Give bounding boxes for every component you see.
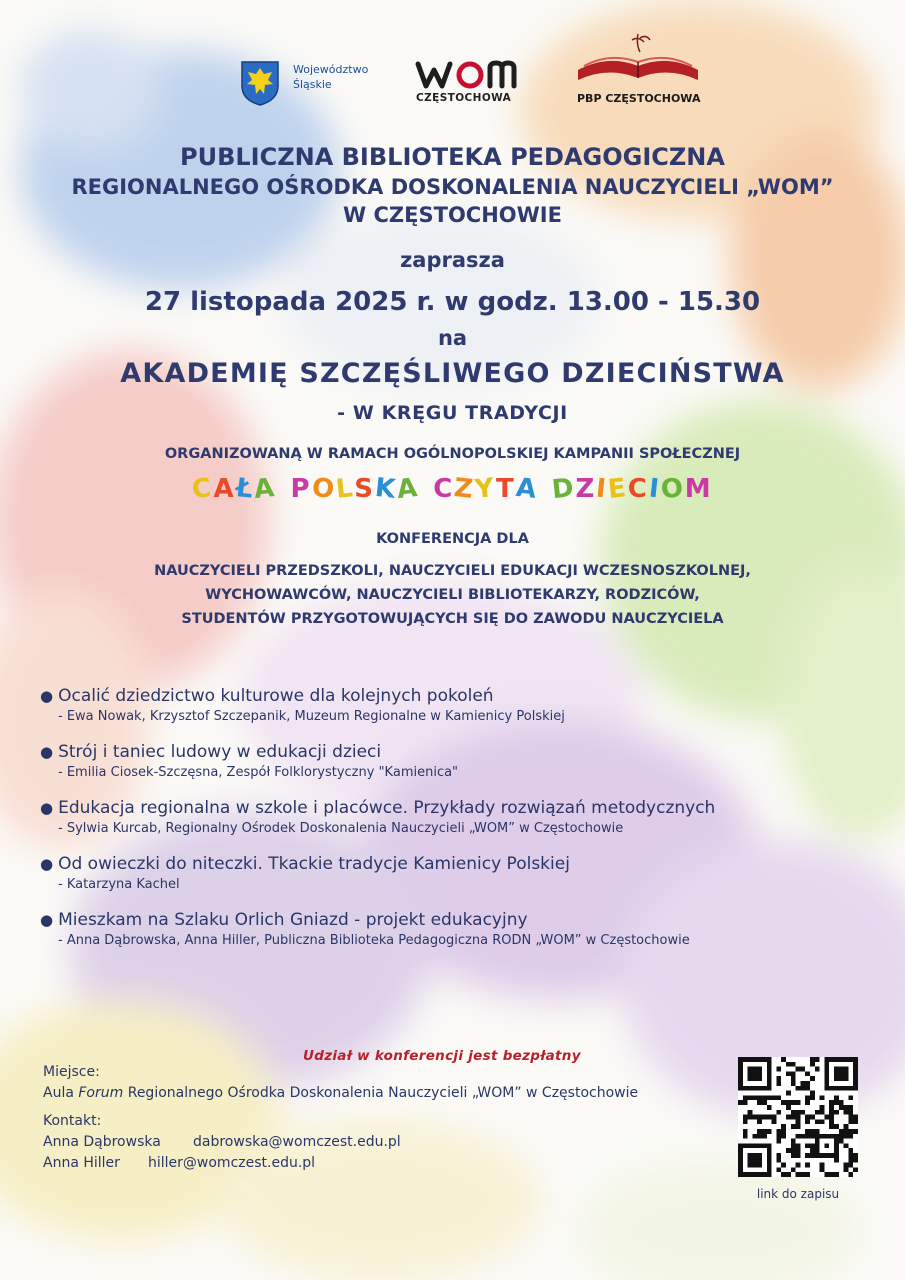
program-author: - Ewa Nowak, Krzysztof Szczepanik, Muzeum Regionalne w Kamienicy Polskiej: [58, 709, 565, 724]
program-author: - Emilia Ciosek-Szczęsna, Zespół Folklorystyczny "Kamienica": [58, 765, 459, 780]
contact-email-link[interactable]: hiller@womczest.edu.pl: [148, 1155, 316, 1171]
header-line1: PUBLICZNA BIBLIOTEKA PEDAGOGICZNA: [180, 143, 725, 171]
registration-qr-code[interactable]: [738, 1057, 858, 1177]
place-forum: Forum: [78, 1085, 124, 1101]
contact-section: [43, 1111, 401, 1174]
contact-name: Anna Dąbrowska: [43, 1134, 161, 1150]
place-value: [43, 1083, 638, 1104]
event-subtitle: - W KRĘGU TRADYCJI: [337, 402, 568, 424]
place-section: [43, 1062, 638, 1104]
program-item: [40, 797, 880, 839]
program-title: Edukacja regionalna w szkole i placówce. Przykłady rozwiązań metodycznych: [58, 798, 716, 818]
bullet-icon: ●: [40, 855, 54, 873]
campaign-logo-text: CAŁA POLSKA CZYTA DZIECIOM: [190, 472, 713, 506]
contact-name: Anna Hiller: [43, 1155, 120, 1171]
pbp-logo-label: PBP CZĘSTOCHOWA: [577, 92, 701, 105]
bullet-icon: ●: [40, 911, 54, 929]
program-title: Od owieczki do niteczki. Tkackie tradycje Kamienicy Polskiej: [58, 854, 570, 874]
contact-row: [43, 1153, 401, 1174]
wom-logo: [414, 56, 528, 94]
conference-line3: WYCHOWAWCÓW, NAUCZYCIELI BIBLIOTEKARZY, RODZICÓW,: [205, 587, 700, 603]
na-text: na: [437, 326, 468, 350]
event-date: 27 listopada 2025 r. w godz. 13.00 - 15.30: [144, 287, 761, 317]
wojewodztwo-line2: Śląskie: [293, 78, 332, 91]
program-item: [40, 853, 880, 895]
conference-audience: [0, 527, 905, 631]
organized-text: ORGANIZOWANĄ W RAMACH OGÓLNOPOLSKIEJ KAMPANII SPOŁECZNEJ: [164, 446, 741, 462]
conference-line2: NAUCZYCIELI PRZEDSZKOLI, NAUCZYCIELI EDUKACJI WCZESNOSZKOLNEJ,: [154, 563, 751, 579]
wojewodztwo-logo-text: [293, 62, 368, 92]
header-line3: W CZĘSTOCHOWIE: [343, 203, 562, 227]
program-item: [40, 909, 880, 951]
qr-code-label: link do zapisu: [756, 1187, 840, 1201]
pbp-open-book-logo: [574, 30, 702, 92]
silesia-coat-of-arms-icon: [240, 60, 280, 106]
bullet-icon: ●: [40, 743, 54, 761]
program-title: Ocalić dziedzictwo kulturowe dla kolejnych pokoleń: [58, 686, 494, 706]
program-title: Strój i taniec ludowy w edukacji dzieci: [58, 742, 382, 762]
program-author: - Anna Dąbrowska, Anna Hiller, Publiczna Biblioteka Pedagogiczna RODN „WOM” w Częstochowie: [58, 933, 690, 948]
contact-label: Kontakt:: [43, 1113, 102, 1129]
program-author: - Sylwia Kurcab, Regionalny Ośrodek Doskonalenia Nauczycieli „WOM” w Częstochowie: [58, 821, 624, 836]
place-suffix: Regionalnego Ośrodka Doskonalenia Nauczycieli „WOM” w Częstochowie: [123, 1085, 639, 1101]
program-list: [40, 685, 880, 965]
program-item: [40, 685, 880, 727]
invite-text: zaprasza: [400, 248, 505, 272]
program-item: [40, 741, 880, 783]
contact-email-link[interactable]: dabrowska@womczest.edu.pl: [193, 1134, 401, 1150]
program-title: Mieszkam na Szlaku Orlich Gniazd - projekt edukacyjny: [58, 910, 528, 930]
contact-row: [43, 1132, 401, 1153]
bullet-icon: ●: [40, 799, 54, 817]
wom-logo-city: CZĘSTOCHOWA: [416, 92, 512, 104]
conference-line4: STUDENTÓW PRZYGOTOWUJĄCYCH SIĘ DO ZAWODU NAUCZYCIELA: [181, 611, 724, 627]
free-participation-note: Udział w konferencji jest bezpłatny: [303, 1048, 581, 1064]
bullet-icon: ●: [40, 687, 54, 705]
wojewodztwo-line1: Województwo: [293, 63, 369, 76]
event-title: AKADEMIĘ SZCZĘŚLIWEGO DZIECIŃSTWA: [120, 358, 785, 389]
place-prefix: Aula: [43, 1085, 79, 1101]
program-author: - Katarzyna Kachel: [58, 877, 180, 892]
conference-line1: KONFERENCJA DLA: [376, 531, 529, 547]
header-line2: REGIONALNEGO OŚRODKA DOSKONALENIA NAUCZYCIELI „WOM”: [71, 175, 834, 199]
place-label: Miejsce:: [43, 1064, 100, 1080]
